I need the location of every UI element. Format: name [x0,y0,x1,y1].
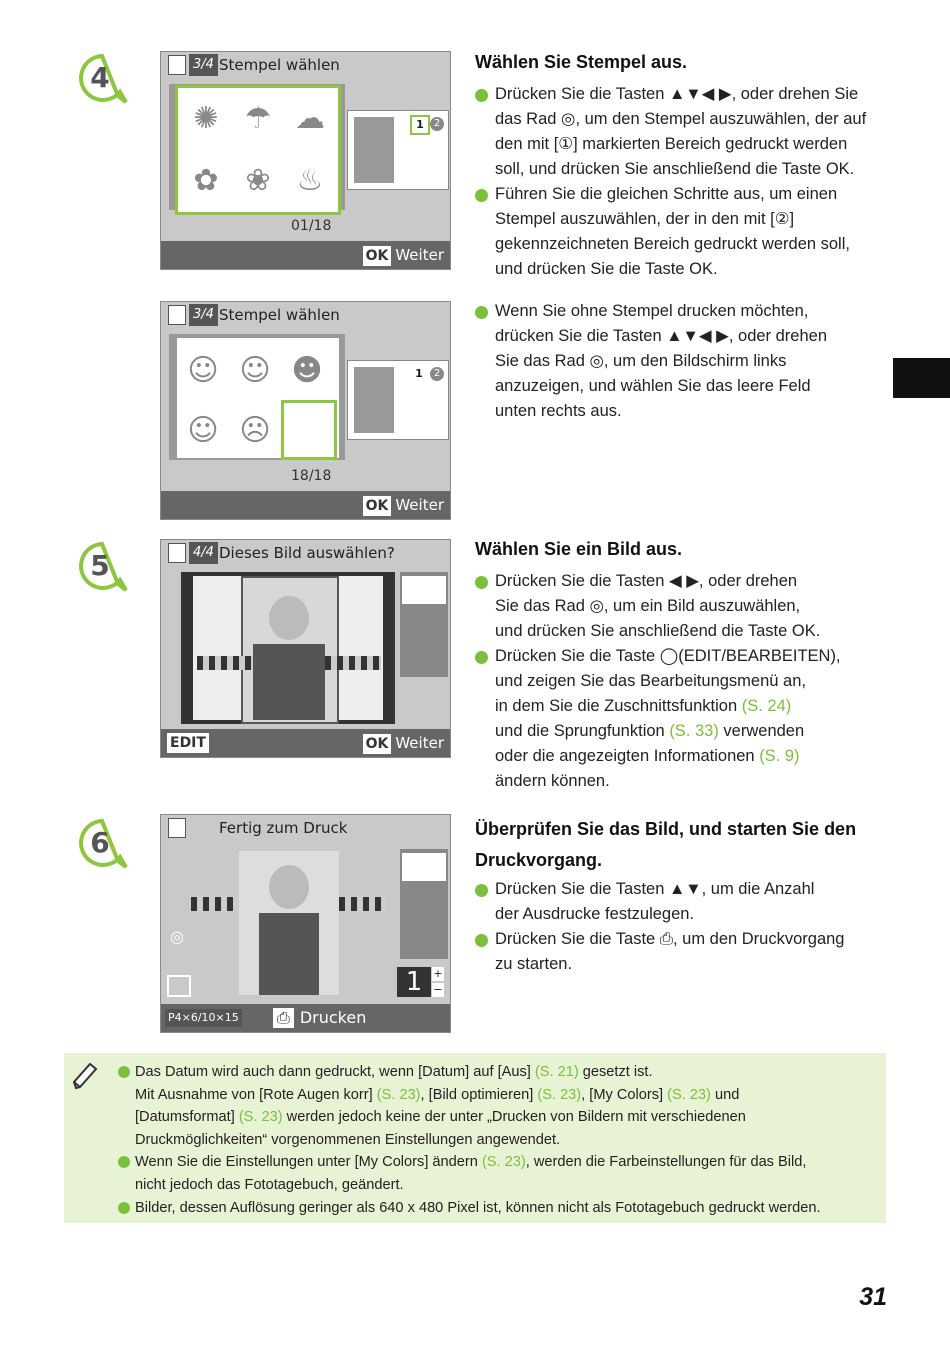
screen-title: Stempel wählen [219,306,340,324]
girl-face-stamp-icon[interactable]: ☺ [239,352,271,388]
screen-title-bar [161,815,450,841]
ready-to-print-screen [160,814,451,1033]
screen-footer [161,729,450,757]
print-button[interactable]: ⎙ Drucken [273,1008,366,1028]
layout-preview [347,360,449,440]
increase-copies-button[interactable]: + [433,967,443,980]
slot-1-marker: 1 [410,115,430,135]
stamp-grid [175,85,341,215]
step-4-heading: Wählen Sie Stempel aus. [475,52,688,72]
slot-2-marker: 2 [430,367,444,381]
image-select-screen [160,539,451,758]
layout-preview [347,110,449,190]
svg-text:5: 5 [90,549,110,582]
step-4-no-stamp-instructions: Wenn Sie ohne Stempel drucken möchten, drücken Sie die Tasten ▲▼◀ ▶, oder drehen Sie das Rad ◎, um den Bildschirm links anzuzeigen, und wählen Sie das leere Feld unten rechts aus. [475,299,827,424]
page-ref-link[interactable]: (S. 24) [741,697,792,715]
note-text: Das Datum wird auch dann gedruckt, wenn [Datum] auf [Aus] (S. 21) gesetzt ist. Mit Ausnahme von [Rote Augen korr] (S. 23), [Bild optimieren] (S. 23), [My Colors] (S. 23) und [Datumsformat] (S. 23) werden jedoch keine der unter „Drucken von Bildern mit verschiedenen Druckmöglichkeiten“ vorgenommenen Einstellungen angewendet. Wenn Sie die Einstellungen unter [My Colors] ändern (S. 23), werden die Farbeinstellungen für das Bild, nicht jedoch das Fototagebuch, geändert. Bilder, dessen Auflösung geringer als 640 x 480 Pixel ist, können nicht als Fototagebuch gedruckt werden. [118,1061,883,1219]
cloud-stamp-icon[interactable]: ☁ [295,100,325,136]
printer-icon [168,55,186,75]
page-ref-link[interactable]: (S. 21) [534,1064,579,1080]
printer-icon [168,818,186,838]
printer-icon [168,543,186,563]
page-ref-link[interactable]: (S. 9) [759,747,800,765]
step-6-badge [76,817,128,869]
ok-next-button[interactable]: OK Weiter [363,245,444,265]
stamp-page-indicator: 18/18 [291,468,332,484]
baby-face-stamp-icon[interactable]: ☹ [239,412,271,448]
screen-title: Dieses Bild auswählen? [219,544,395,562]
screen-title-bar [161,52,450,78]
slot-2-marker: 2 [430,117,444,131]
step-5-badge [76,540,128,592]
screen-title: Stempel wählen [219,56,340,74]
paper-size-label: P4×6/10×15 [165,1009,242,1027]
print-preview-photo [239,851,339,995]
step-6-heading: Überprüfen Sie das Bild, und starten Sie den Druckvorgang. [475,819,857,870]
sun-stamp-icon[interactable]: ✺ [193,100,219,136]
stamp-select-screen-1 [160,51,451,270]
page-ref-link[interactable]: (S. 33) [669,722,719,740]
step-4-instructions: Drücken Sie die Tasten ▲▼◀ ▶, oder drehen Sie das Rad ◎, um den Stempel auszuwählen, der auf den mit [①] markierten Bereich gedruckt werden soll, und drücken Sie anschließend die Taste OK. Führen Sie die gleichen Schritte aus, um einen Stempel auszuwählen, der in den mit [②] gekennzeichneten Bereich gedruckt werden soll, und drücken Sie die Taste OK. [475,82,866,282]
bouquet-stamp-icon[interactable]: ❀ [245,162,271,198]
step-4-badge [76,52,128,104]
copies-count: 1 [397,967,431,997]
boy-face-stamp-icon[interactable]: ☺ [187,352,219,388]
edit-button[interactable]: EDIT [167,733,209,753]
step-5-heading: Wählen Sie ein Bild aus. [475,539,683,559]
info-thumbnail [402,576,446,604]
blank-stamp-cell[interactable] [281,400,337,460]
info-thumbnail [402,853,446,881]
child-photo [181,572,395,724]
page-ref-link[interactable]: (S. 23) [481,1154,526,1171]
screen-footer [161,1004,450,1032]
screen-footer [161,491,450,519]
umbrella-stamp-icon[interactable]: ☂ [244,100,272,136]
page-ref-link[interactable]: (S. 23) [537,1086,582,1103]
screen-title-bar [161,302,450,328]
step-counter: 4/4 [189,542,218,564]
page-ref-link[interactable]: (S. 23) [238,1109,283,1126]
red-eye-icon: ◎ [170,927,184,946]
girl2-face-stamp-icon[interactable]: ☺ [187,412,219,448]
decrease-copies-button[interactable]: − [433,983,443,996]
flower-stamp-icon[interactable]: ✿ [193,162,219,198]
cake-stamp-icon[interactable]: ♨ [296,162,324,198]
pencil-note-icon [70,1060,98,1092]
chapter-tab-marker [893,358,950,398]
slot-1-marker: 1 [412,367,426,381]
printer-icon [168,305,186,325]
stamp-select-screen-2 [160,301,451,520]
step-counter: 3/4 [189,54,218,76]
page-number: 31 [859,1283,887,1311]
screen-footer [161,241,450,269]
page-ref-link[interactable]: (S. 23) [667,1086,711,1103]
ok-next-button[interactable]: OK Weiter [363,495,444,515]
page-ref-link[interactable]: (S. 23) [376,1086,421,1103]
print-icon: ⎙ [273,1008,294,1028]
svg-text:4: 4 [90,61,110,94]
step-counter: 3/4 [189,304,218,326]
svg-text:6: 6 [90,826,110,859]
stamp-page-indicator: 01/18 [291,218,332,234]
step-6-instructions: Drücken Sie die Tasten ▲▼, um die Anzahl der Ausdrucke festzulegen. Drücken Sie die Taste ⎙, um den Druckvorgang zu starten. [475,877,844,977]
stamp-grid [177,338,339,458]
kid-face-stamp-icon[interactable]: ☻ [291,352,323,388]
screen-title-bar [161,540,450,566]
ok-next-button[interactable]: OK Weiter [363,733,444,753]
screen-title: Fertig zum Druck [219,819,348,837]
image-icon [167,975,191,997]
step-5-instructions: Drücken Sie die Tasten ◀ ▶, oder drehen Sie das Rad ◎, um ein Bild auszuwählen, und drücken Sie anschließend die Taste OK. Drücken Sie die Taste ◯(EDIT/BEARBEITEN), und zeigen Sie das Bearbeitungsmenü an, in dem Sie die Zuschnittsfunktion (S. 24) und die Sprungfunktion (S. 33) verwenden oder die angezeigten Informationen (S. 9) ändern können. [475,569,841,794]
